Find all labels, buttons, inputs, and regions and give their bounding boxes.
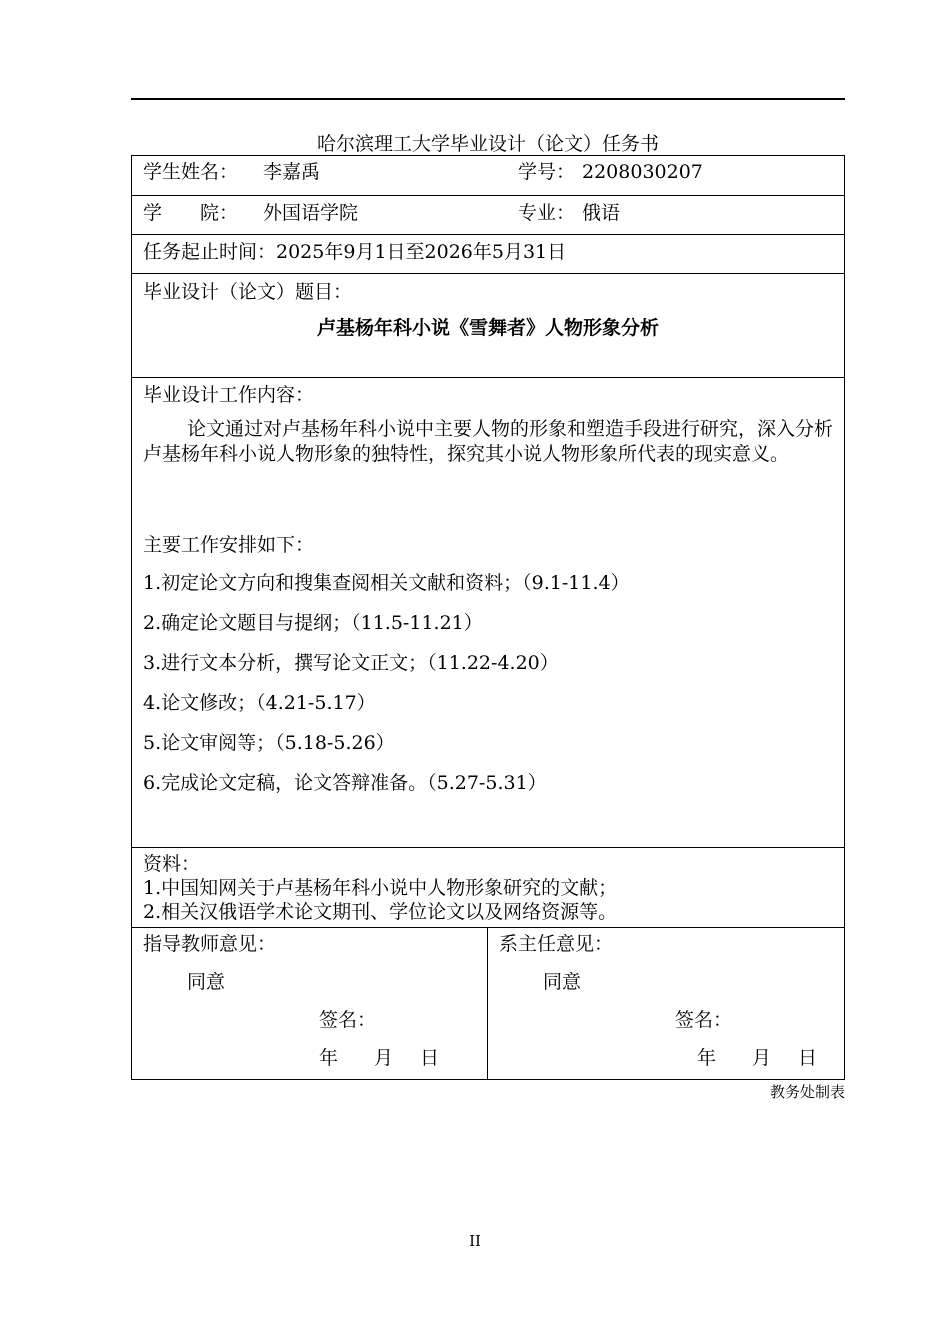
college-value: 外国语学院 xyxy=(263,202,359,224)
student-name-label: 学生姓名： xyxy=(143,161,239,183)
advisor-year: 年 xyxy=(319,1047,339,1069)
footer-note: 教务处制表 xyxy=(769,1083,845,1101)
director-year: 年 xyxy=(697,1047,717,1069)
row-opinions xyxy=(132,927,844,1079)
opinion-divider xyxy=(487,928,488,1079)
major-label: 专业： xyxy=(518,202,576,224)
director-sign-label: 签名： xyxy=(675,1009,733,1031)
materials-label: 资料： xyxy=(143,853,201,875)
major-value: 俄语 xyxy=(582,202,621,224)
page-number: II xyxy=(469,1232,481,1250)
row-topic xyxy=(132,273,844,377)
work-content-label: 毕业设计工作内容： xyxy=(143,384,315,406)
row-college xyxy=(132,195,844,234)
row-student xyxy=(132,156,844,195)
row-period xyxy=(132,234,844,273)
student-id-value: 2208030207 xyxy=(582,161,703,183)
task-item-2: 2.确定论文题目与提纲；（11.5-11.21） xyxy=(143,612,483,634)
advisor-sign-label: 签名： xyxy=(319,1009,377,1031)
advisor-label: 指导教师意见： xyxy=(143,933,277,955)
director-day: 日 xyxy=(798,1047,818,1069)
material-item-1: 1.中国知网关于卢基杨年科小说中人物形象研究的文献； xyxy=(143,877,618,899)
director-label: 系主任意见： xyxy=(499,933,614,955)
document-title: 哈尔滨理工大学毕业设计（论文）任务书 xyxy=(316,133,659,155)
task-item-6: 6.完成论文定稿，论文答辩准备。（5.27-5.31） xyxy=(143,772,547,794)
advisor-opinion: 同意 xyxy=(187,971,226,993)
topic-label: 毕业设计（论文）题目： xyxy=(143,281,353,303)
task-item-5: 5.论文审阅等；（5.18-5.26） xyxy=(143,732,395,754)
task-period: 任务起止时间：2025年9月1日至2026年5月31日 xyxy=(143,241,567,263)
task-item-4: 4.论文修改；（4.21-5.17） xyxy=(143,692,376,714)
task-item-1: 1.初定论文方向和搜集查阅相关文献和资料；（9.1-11.4） xyxy=(143,572,630,594)
material-item-2: 2.相关汉俄语学术论文期刊、学位论文以及网络资源等。 xyxy=(143,901,618,923)
header-rule xyxy=(131,98,845,100)
student-id-label: 学号： xyxy=(518,161,576,183)
director-month: 月 xyxy=(752,1047,772,1069)
work-description: 论文通过对卢基杨年科小说中主要人物的形象和塑造手段进行研究，深入分析卢基杨年科小说人物形象的独特性，探究其小说人物形象所代表的现实意义。 xyxy=(143,418,834,465)
task-table xyxy=(131,155,845,1080)
row-work-content xyxy=(132,377,844,847)
advisor-month: 月 xyxy=(374,1047,394,1069)
advisor-day: 日 xyxy=(420,1047,440,1069)
director-opinion: 同意 xyxy=(543,971,582,993)
college-label: 学 院： xyxy=(143,202,239,224)
task-item-3: 3.进行文本分析，撰写论文正文；（11.22-4.20） xyxy=(143,652,559,674)
thesis-topic: 卢基杨年科小说《雪舞者》人物形象分析 xyxy=(316,317,659,339)
student-name-value: 李嘉禹 xyxy=(263,161,321,183)
row-materials xyxy=(132,847,844,927)
arrangement-label: 主要工作安排如下： xyxy=(143,534,315,556)
